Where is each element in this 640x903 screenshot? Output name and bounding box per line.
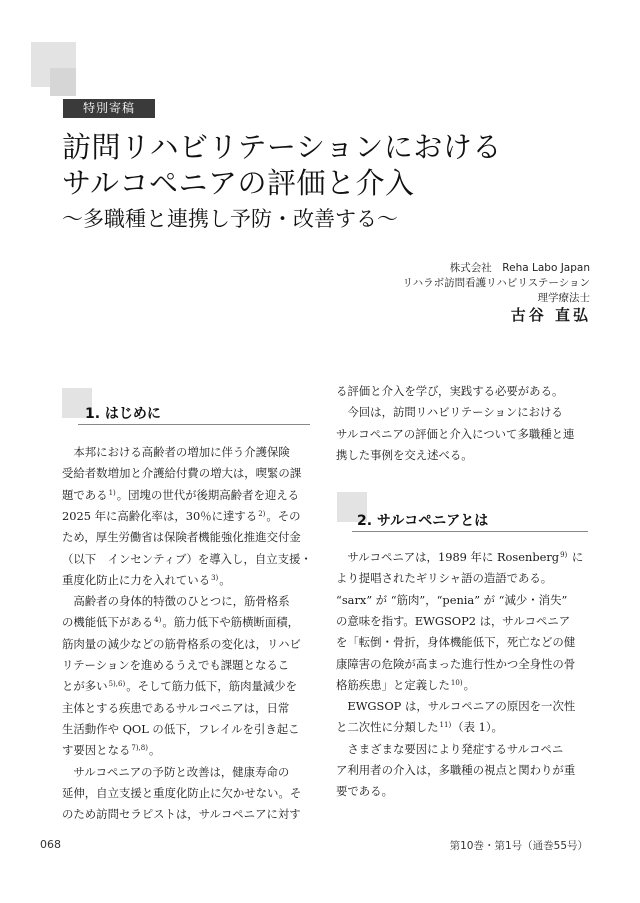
body-text-line: [336, 677, 475, 693]
body-text-line: [336, 383, 563, 399]
body-text: の機能低下がある: [62, 615, 154, 630]
author-name: 古谷 直弘: [510, 306, 591, 324]
body-text: 延伸，自立支援と重度化防止に欠かせない。そ: [62, 785, 302, 800]
citation-superscript: 2): [258, 509, 266, 518]
body-text-line: [62, 572, 231, 588]
citation-superscript: 1): [108, 488, 116, 497]
body-text: ア利用者の介入は，多職種の視点と関わりが重: [336, 763, 576, 777]
body-text: （以下 インセンティブ）を導入し，自立支援・: [62, 551, 312, 566]
body-text-line: [336, 570, 552, 586]
body-text: 2025 年に高齢化率は，30％に達する: [62, 508, 258, 523]
article-category-badge: 特別寄稿: [63, 99, 155, 118]
citation-superscript: 5),6): [108, 680, 126, 689]
body-text: 重度化防止に力を入れている: [62, 572, 211, 587]
article-subtitle: 〜多職種と連携し予防・改善する〜: [62, 207, 398, 231]
body-text-line: [62, 657, 289, 673]
decor-square-small: [50, 68, 76, 96]
section-heading-sarcopenia: 2. サルコペニアとは: [357, 513, 489, 529]
body-text-line: [62, 465, 301, 481]
body-text-line: [62, 806, 301, 822]
body-text-line: [62, 551, 312, 567]
section-rule: [78, 424, 310, 425]
article-title-line1: 訪問リハビリテーションにおける: [62, 130, 502, 164]
body-text-line: [336, 404, 563, 420]
body-text-line: [62, 529, 301, 545]
body-text: る評価と介入を学び，実践する必要がある。: [336, 384, 564, 398]
body-text-line: [336, 719, 503, 735]
body-text: 主体とする疾患であるサルコペニアは，日常: [62, 700, 290, 715]
body-text-line: [62, 444, 290, 460]
body-text: 。筋力低下や筋横断面積，: [162, 615, 300, 630]
body-text: さまざまな要因により発症するサルコペニ: [336, 741, 564, 756]
citation-superscript: 10): [450, 678, 463, 687]
body-text: EWGSOP は，サルコペニアの原因を一次性: [336, 699, 576, 714]
body-text: とが多い: [62, 679, 108, 694]
body-text: 受給者数増加と介護給付費の増大は，喫緊の課: [62, 466, 302, 481]
body-text-line: [62, 742, 160, 758]
section-rule: [352, 531, 588, 532]
body-text: （表 1）。: [452, 720, 503, 735]
body-text: に: [568, 550, 584, 564]
page-number: 068: [40, 838, 61, 851]
body-text: 要である。: [336, 784, 393, 799]
body-text: 。その: [266, 508, 301, 523]
citation-superscript: 3): [211, 573, 219, 582]
body-text: 。そして筋力低下，筋肉量減少を: [126, 679, 298, 694]
body-text-line: [336, 656, 575, 672]
body-text-line: [336, 783, 393, 799]
body-text-line: [336, 762, 575, 778]
body-text: 題である: [62, 487, 108, 502]
body-text: 今回は，訪問リハビリテーションにおける: [336, 405, 563, 420]
body-text: 格筋疾患」と定義した: [336, 677, 450, 692]
body-text-line: [62, 614, 299, 630]
article-title-line2: サルコペニアの評価と介入: [62, 166, 415, 200]
body-text-line: [62, 721, 300, 737]
body-text-line: [62, 678, 297, 694]
body-text: サルコペニアは，1989 年に Rosenberg: [336, 550, 560, 564]
body-text: 。: [463, 677, 475, 692]
body-text-line: [336, 634, 575, 650]
body-text: “sarx” が “筋肉”，“penia” が “減少・消失”: [336, 592, 568, 607]
body-text-line: [336, 613, 570, 629]
body-text: を「転倒・骨折，身体機能低下，死亡などの健: [336, 635, 576, 650]
body-text-line: [336, 426, 574, 442]
body-text: 本邦における高齢者の増加に伴う介護保険: [62, 445, 290, 459]
body-text-line: [62, 508, 301, 524]
body-text-line: [336, 741, 563, 757]
body-text: ため，厚生労働省は保険者機能強化推進交付金: [62, 530, 301, 545]
body-text: 生活動作や QOL の低下，フレイルを引き起こ: [62, 721, 300, 736]
author-qualification: 理学療法士: [537, 292, 590, 304]
body-text-line: [336, 592, 567, 608]
body-text: 。: [219, 572, 231, 587]
body-text: 。団塊の世代が後期高齢者を迎える: [116, 487, 300, 502]
author-station: リハラボ訪問看護リハビリステーション: [402, 277, 590, 289]
body-text: リテーションを進めるうえでも課題となるこ: [62, 658, 290, 672]
body-text-line: [336, 698, 575, 714]
body-text: 康障害の危険が高まった進行性かつ全身性の骨: [336, 656, 576, 671]
body-text: の意味を指す。EWGSOP2 は，サルコペニア: [336, 613, 571, 628]
citation-superscript: 11): [439, 721, 452, 730]
body-text: より提唱されたギリシャ語の造語である。: [336, 571, 553, 586]
body-text: サルコペニアの予防と改善は，健康寿命の: [62, 764, 290, 779]
body-text: のため訪問セラピストは，サルコペニアに対す: [62, 807, 301, 822]
issue-info: 第10巻・第1号（通巻55号）: [449, 840, 588, 852]
body-text-line: [62, 700, 289, 716]
body-text: 携した事例を交え述べる。: [336, 447, 473, 462]
body-text: と二次性に分類した: [336, 720, 439, 735]
body-text-line: [336, 447, 473, 463]
body-text-line: [62, 636, 301, 652]
body-text-line: [336, 549, 583, 565]
body-text: 高齢者の身体的特徴のひとつに，筋骨格系: [62, 594, 290, 609]
body-text: 筋肉量の減少などの筋骨格系の変化は，リハビ: [62, 636, 301, 651]
body-text: 。: [148, 743, 161, 758]
citation-superscript: 4): [154, 616, 162, 625]
body-text-line: [62, 764, 289, 780]
body-text-line: [62, 785, 301, 801]
citation-superscript: 9): [560, 551, 568, 559]
section-heading-introduction: 1. はじめに: [85, 406, 161, 422]
body-text-line: [62, 593, 290, 609]
body-text: サルコペニアの評価と介入について多職種と連: [336, 426, 575, 441]
body-text: す要因となる: [62, 743, 131, 758]
body-text-line: [62, 487, 299, 503]
author-company: 株式会社 Reha Labo Japan: [449, 262, 590, 274]
citation-superscript: 7),8): [131, 744, 148, 753]
